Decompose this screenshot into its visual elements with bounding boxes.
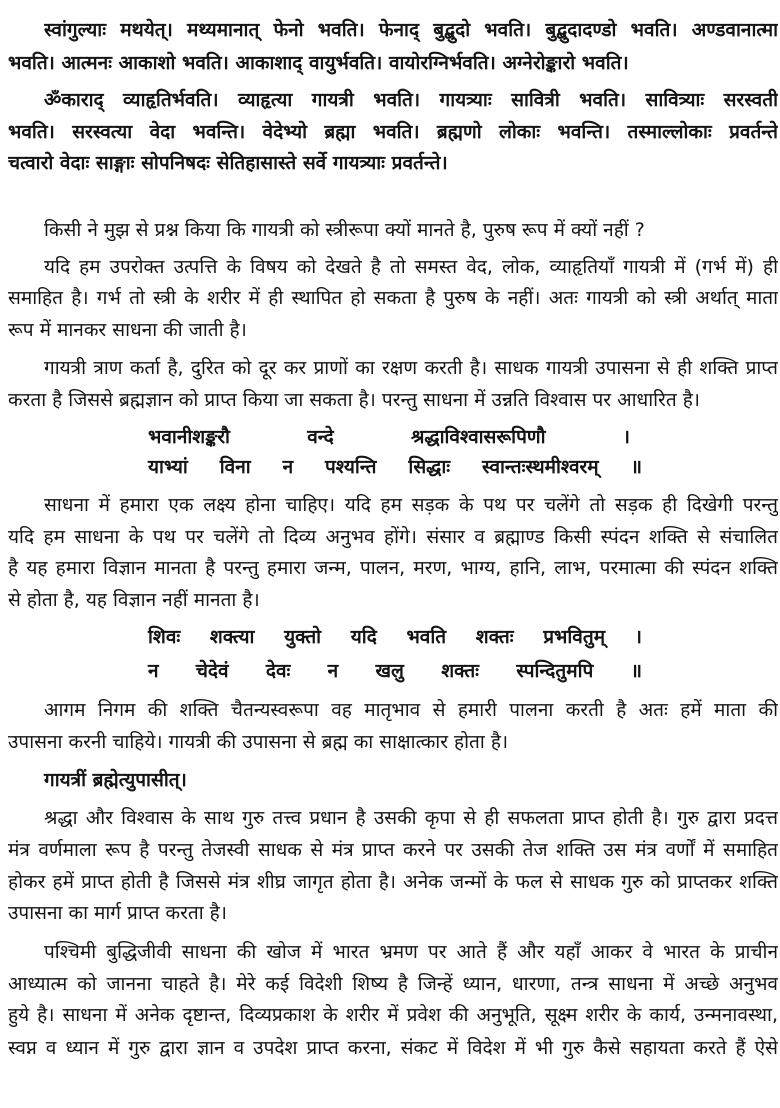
paragraph-line: यदि हम उपरोक्त उत्पत्ति के विषय को देखते है तो समस्त वेद, लोक, व्याहृतियाँ गायत्री में (गर्भ में) ही (44, 256, 778, 278)
verse-line (148, 656, 642, 686)
paragraph-line: श्रद्धा और विश्वास के साथ गुरु तत्त्व प्रधान है उसकी कृपा से ही सफलता प्राप्त होती है। गुरु द्वारा प्रदत्त (44, 807, 778, 829)
verse-word: चेदेवं (195, 660, 229, 682)
paragraph-line: यदि हम साधना के पथ पर चलेंगे तो दिव्य अनुभव होंगे। संसार व ब्रह्माण्ड किसी स्पंदन शक्ति से संचालित (8, 526, 778, 548)
sanskrit-text-line: भवति। सरस्वत्या वेदा भवन्ति। वेदेभ्यो ब्रह्मा भवति। ब्रह्मणो लोकाः भवन्ति। तस्माल्लोकाः प्रवर्तन्ते (8, 121, 778, 143)
verse-word: भवति (406, 626, 447, 648)
verse-word: याभ्यां (148, 456, 188, 478)
paragraph-line: किसी ने मुझ से प्रश्न किया कि गायत्री को स्त्रीरूपा क्यों मानते है, पुरुष रूप में क्यों नहीं ? (44, 219, 645, 241)
verse-word: स्पन्दितुमपि (516, 660, 594, 682)
verse-word: भवानीशङ्करौ (148, 426, 230, 448)
verse-line (148, 622, 642, 652)
paragraph-line: पश्चिमी बुद्धिजीवी साधना की खोज में भारत भ्रमण पर आते हैं और यहाँ आकर वे भारत के प्राचीन (44, 941, 778, 963)
verse-word: युक्तो (284, 626, 322, 648)
verse-word: स्वान्तःस्थमीश्वरम् (482, 456, 599, 478)
verse-word: शक्तः (441, 660, 480, 682)
paragraph-line: उपासना का मार्ग प्राप्त करता है। (8, 902, 227, 924)
verse-word: शक्त्या (209, 626, 255, 648)
paragraph-line: साधना में हमारा एक लक्ष्य होना चाहिए। यदि हम सड़क के पथ पर चलेंगे तो सड़क ही दिखेगी परन्तु (44, 494, 778, 516)
sanskrit-text-line: भवति। आत्मनः आकाशो भवति। आकाशाद् वायुर्भवति। वायोरग्निर्भवति। अग्नेरोङ्कारो भवति। (8, 52, 629, 74)
verse-word: ॥ (630, 456, 642, 478)
verse-word: न (327, 660, 339, 682)
verse-word: विना (219, 456, 251, 478)
section-heading: गायत्रीं ब्रह्मेत्युपासीत्। (44, 769, 187, 791)
sanskrit-text-line: ॐकाराद् व्याहृतिर्भवति। व्याहृत्या गायत्री भवति। गायत्र्याः सावित्री भवति। सावित्र्याः सरस्वती (44, 89, 778, 111)
verse-word: खलु (375, 660, 404, 682)
paragraph-line: है यह हमारा विज्ञान मानता है परन्तु हमारा जन्म, पालन, मरण, भाग्य, हानि, लाभ, परमात्मा की स्पंदन शक्ति (8, 557, 778, 579)
verse-word: न (148, 660, 159, 682)
verse-word: न (282, 456, 294, 478)
verse-word: । (622, 426, 630, 448)
verse-line (148, 422, 630, 452)
verse-word: शिवः (148, 626, 181, 648)
paragraph-line: होकर हमें प्राप्त होती है जिससे मंत्र शीघ्र जागृत होता है। अनेक जन्मों के फल से साधक गुरु को प्राप्तकर शक्ति (8, 871, 778, 893)
verse-word: ॥ (630, 660, 642, 682)
sanskrit-text-line: स्वांगुल्याः मथयेत्। मथ्यमानात् फेनो भवति। फेनाद् बुद्बुदो भवति। बुद्बुदादण्डो भवति। अण्डवानात्मा (44, 19, 778, 41)
verse-word: । (634, 626, 642, 648)
paragraph-line: करता है जिससे ब्रह्मज्ञान को प्राप्त किया जा सकता है। परन्तु साधना में उन्नति विश्वास पर आधारित है। (8, 389, 700, 411)
verse-word: पश्यन्ति (325, 456, 377, 478)
sanskrit-text-line: चत्वारो वेदाः साङ्गाः सोपनिषदः सेतिहासास्ते सर्वे गायत्र्याः प्रवर्तन्ते। (8, 152, 448, 174)
verse-word: प्रभवितुम् (543, 626, 606, 648)
verse-word: शक्तः (475, 626, 514, 648)
paragraph-line: गायत्री त्राण कर्ता है, दुरित को दूर कर प्राणों का रक्षण करती है। साधक गायत्री उपासना से ही शक्ति प्राप्त (44, 357, 778, 379)
verse-line (148, 452, 642, 482)
verse-word: यदि (350, 626, 377, 648)
verse-word: वन्दे (307, 426, 334, 448)
paragraph-line: आगम निगम की शक्ति चैतन्यस्वरूपा वह मातृभाव से हमारी पालना करती है अतः हमें माता की (44, 699, 778, 721)
paragraph-line: आध्यात्म को जानना चाहते है। मेरे कई विदेशी शिष्य है जिन्हें ध्यान, धारणा, तन्त्र साधना में अच्छे अनुभव (8, 973, 778, 995)
paragraph-line: समाहित है। गर्भ तो स्त्री के शरीर में ही स्थापित हो सकता है पुरुष के नहीं। अतः गायत्री को स्त्री अर्थात् माता (8, 287, 778, 309)
verse-word: सिद्धाः (408, 456, 451, 478)
paragraph-line: मंत्र वर्णमाला रूप है परन्तु तेजस्वी साधक से मंत्र प्राप्त करने पर उसकी तेज शक्ति उस मंत्र वर्णों में समाहित (8, 839, 778, 861)
paragraph-line: हुये है। साधना में अनेक दृष्टान्त, दिव्यप्रकाश के शरीर में प्रवेश की अनुभूति, सूक्ष्म शरीर के कार्य, उन्मनावस्था, (8, 1004, 778, 1026)
verse-word: श्रद्धाविश्वासरूपिणौ (410, 426, 546, 448)
paragraph-line: उपासना करनी चाहिये। गायत्री की उपासना से ब्रह्म का साक्षात्कार होता है। (8, 731, 509, 753)
verse-word: देवः (265, 660, 291, 682)
paragraph-line: स्वप्न व ध्यान में गुरु द्वारा ज्ञान व उपदेश प्राप्त करना, संकट में विदेश में भी गुरु कैसे सहायता करते हैं ऐसे (8, 1037, 778, 1059)
paragraph-line: से होता है, यह विज्ञान नहीं मानता है। (8, 589, 260, 611)
paragraph-line: रूप में मानकर साधना की जाती है। (8, 319, 247, 341)
